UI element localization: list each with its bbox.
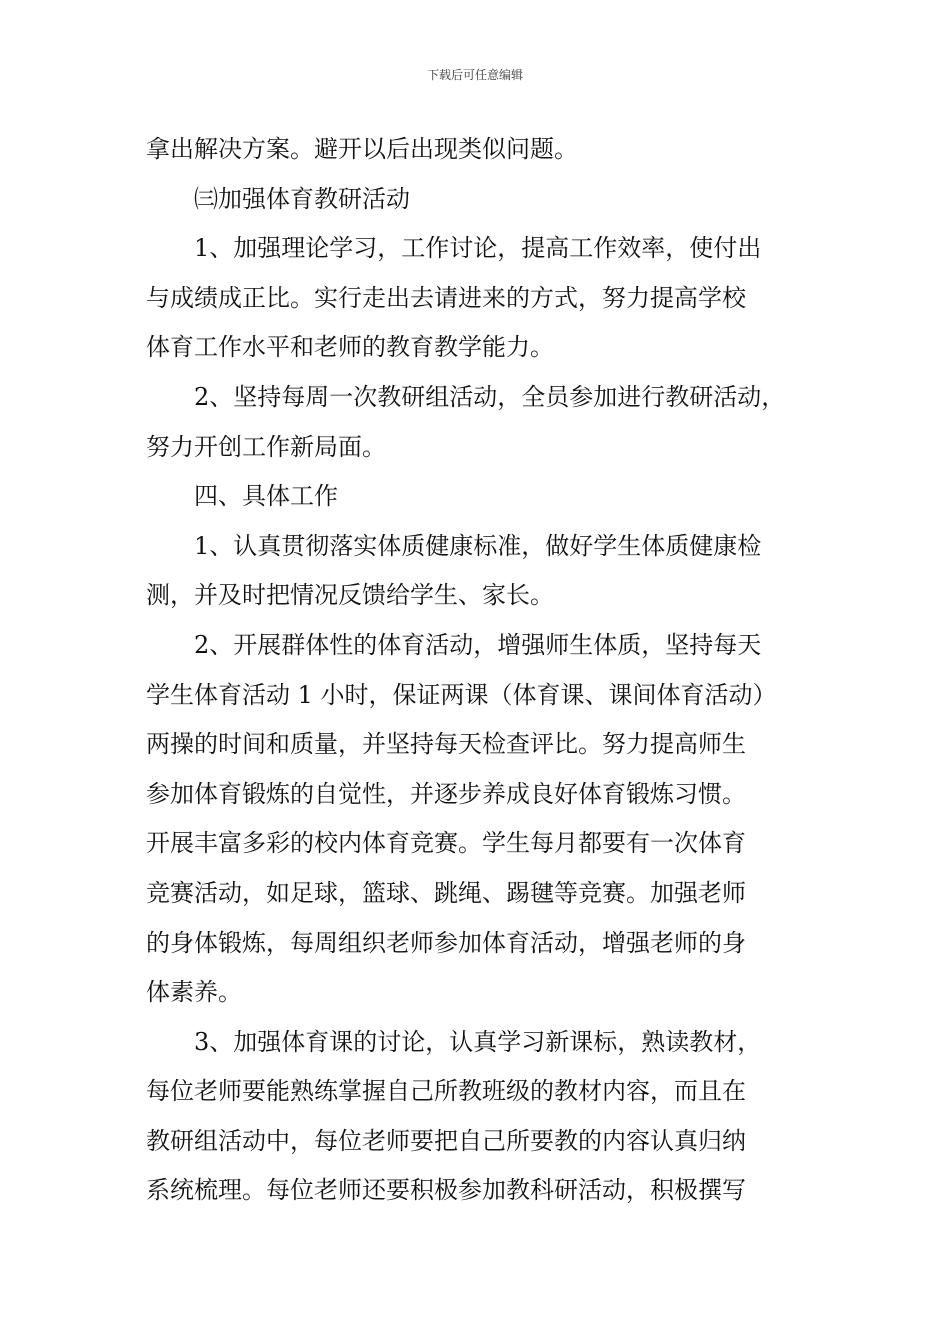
text-line: 的身体锻炼，每周组织老师参加体育活动，增强老师的身 xyxy=(146,928,746,957)
section-heading: ㈢加强体育教研活动 xyxy=(194,184,410,213)
text-line: 两操的时间和质量，并坚持每天检查评比。努力提高师生 xyxy=(146,730,746,759)
text-line: 与成绩成正比。实行走出去请进来的方式，努力提高学校 xyxy=(146,283,746,312)
text-line: 拿出解决方案。避开以后出现类似问题。 xyxy=(146,135,578,163)
text-line: 体素养。 xyxy=(146,978,242,1007)
document-body xyxy=(146,125,810,1216)
text-line: 每位老师要能熟练掌握自己所教班级的教材内容，而且在 xyxy=(146,1077,746,1106)
text-line: 系统梳理。每位老师还要积极参加教科研活动，积极撰写 xyxy=(146,1176,746,1205)
section-heading: 四、具体工作 xyxy=(194,482,338,511)
text-line: 2、开展群体性的体育活动，增强师生体质，坚持每天 xyxy=(194,630,762,659)
text-line: 教研组活动中，每位老师要把自己所要教的内容认真归纳 xyxy=(146,1126,746,1155)
text-line: 体育工作水平和老师的教育教学能力。 xyxy=(146,333,554,362)
text-line: 努力开创工作新局面。 xyxy=(146,432,386,461)
text-line: 测，并及时把情况反馈给学生、家长。 xyxy=(146,581,554,610)
text-line: 3、加强体育课的讨论，认真学习新课标，熟读教材， xyxy=(194,1027,762,1056)
text-line: 竞赛活动，如足球，篮球、跳绳、踢毽等竞赛。加强老师 xyxy=(146,878,746,907)
text-line: 参加体育锻炼的自觉性，并逐步养成良好体育锻炼习惯。 xyxy=(146,779,746,808)
page-header: 下载后可任意编辑 xyxy=(426,68,523,82)
text-line: 2、坚持每周一次教研组活动，全员参加进行教研活动， xyxy=(194,382,786,411)
text-line: 1、认真贯彻落实体质健康标准，做好学生体质健康检 xyxy=(194,531,762,560)
text-line: 开展丰富多彩的校内体育竞赛。学生每月都要有一次体育 xyxy=(146,829,746,858)
text-line: 学生体育活动 1 小时，保证两课（体育课、课间体育活动） xyxy=(146,680,777,709)
text-line: 1、加强理论学习，工作讨论，提高工作效率，使付出 xyxy=(194,234,762,263)
